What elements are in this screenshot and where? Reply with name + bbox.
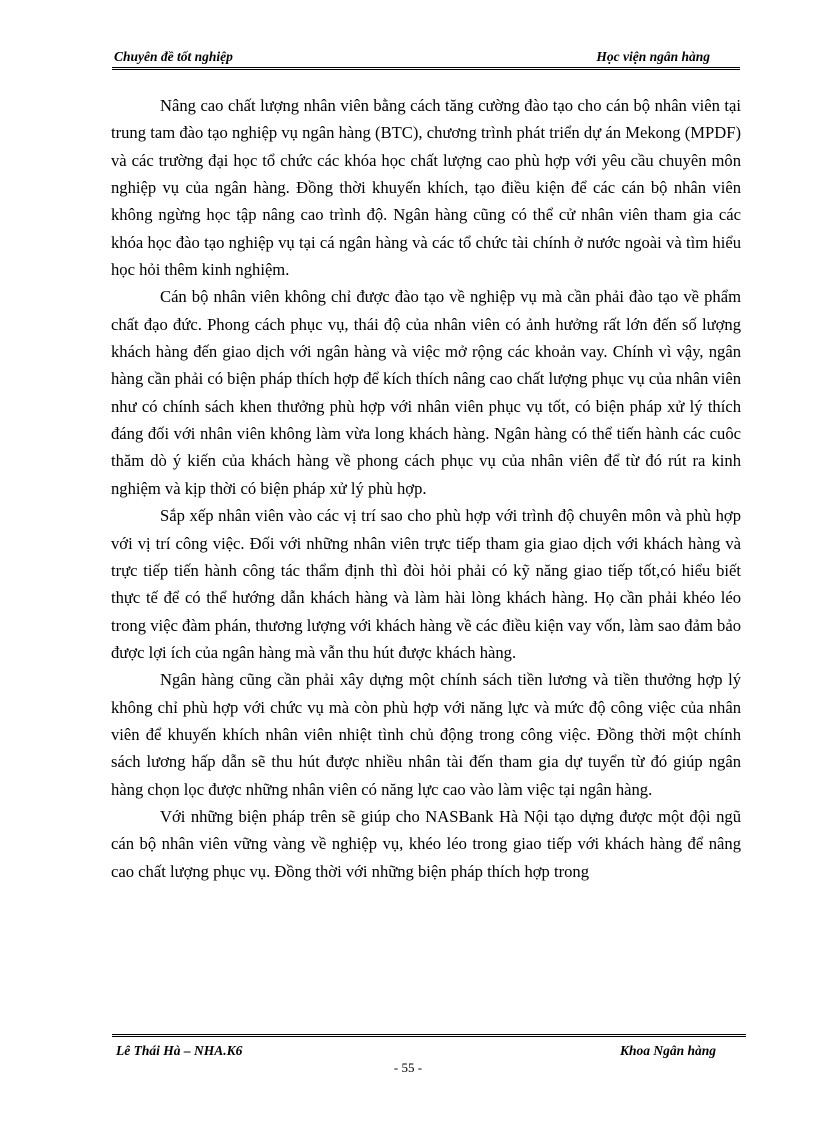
header-document-title: Chuyên đề tốt nghiệp [114,49,233,64]
paragraph-training: Nâng cao chất lượng nhân viên bằng cách tăng cường đào tạo cho cán bộ nhân viên tại trung tam đào tạo nghiệp vụ ngân hàng (BTC), chương trình phát triển dự án Mekong (MPDF) và các trường đại học tổ chức các khóa học chất lượng cao phù hợp với yêu cầu chuyên môn nghiệp vụ của ngân hàng. Đồng thời khuyến khích, tạo điều kiện để các cán bộ nhân viên không ngừng học tập nâng cao trình độ. Ngân hàng cũng có thể cử nhân viên tham gia các khóa học đào tạo nghiệp vụ tại cá ngân hàng và các tổ chức tài chính ở nước ngoài và tìm hiểu học hỏi thêm kinh nghiệm. [111,96,741,280]
footer-department: Khoa Ngân hàng [619,1043,716,1058]
paragraph-placement: Sắp xếp nhân viên vào các vị trí sao cho phù hợp với trình độ chuyên môn và phù hợp với vị trí công việc. Đối với những nhân viên trực tiếp tham gia giao dịch với khách hàng và trực tiếp tiến hành công tác thẩm định thì đòi hỏi phải có kỹ năng giao tiếp tốt,có hiểu biết thực tế để có thể hướng dẫn khách hàng và làm hài lòng khách hàng. Họ cần phải khéo léo trong việc đàm phán, thương lượng với khách hàng về các điều kiện vay vốn, làm sao đảm bảo được lợi ích của ngân hàng mà vẫn thu hút được khách hàng. [111,506,741,662]
paragraph-ethics: Cán bộ nhân viên không chỉ được đào tạo về nghiệp vụ mà cần phải đào tạo về phẩm chất đạo đức. Phong cách phục vụ, thái độ của nhân viên có ảnh hưởng rất lớn đến số lượng khách hàng đến giao dịch với ngân hàng và việc mở rộng các khoản vay. Chính vì vậy, ngân hàng cần phải có biện pháp thích hợp để kích thích nâng cao chất lượng phục vụ của nhân viên như có chính sách khen thưởng phù hợp với nhân viên phục vụ tốt, có biện pháp xử lý thích đáng đối với nhân viên không làm vừa long khách hàng. Ngân hàng có thể tiến hành các cuôc thăm dò ý kiến của khách hàng về phong cách phục vụ của nhân viên để từ đó rút ra kinh nghiệm và kịp thời có biện pháp xử lý phù hợp. [111,287,741,498]
paragraph-conclusion: Với những biện pháp trên sẽ giúp cho NASBank Hà Nội tạo dựng được một đội ngũ cán bộ nhân viên vững vàng về nghiệp vụ, khéo léo trong giao tiếp với khách hàng để nâng cao chất lượng phục vụ. Đồng thời với những biện pháp thích hợp trong [111,806,741,881]
paragraph-salary: Ngân hàng cũng cần phải xây dựng một chính sách tiền lương và tiền thưởng hợp lý không chỉ phù hợp với chức vụ mà còn phù hợp với năng lực và mức độ công việc của nhân viên để khuyến khích nhân viên nhiệt tình chủ động trong công việc. Đồng thời một chính sách lương hấp dẫn sẽ thu hút được nhiều nhân tài đến tham gia dự tuyển từ đó giúp ngân hàng chọn lọc được những nhân viên có năng lực cao vào làm việc tại ngân hàng. [111,670,741,799]
body-text [111,92,741,885]
header-institution: Học viện ngân hàng [596,49,710,64]
page-header [112,46,740,68]
footer-divider [112,1034,746,1037]
header-divider [112,67,740,70]
footer-author: Lê Thái Hà – NHA.K6 [116,1043,243,1058]
page-number: - 55 - [393,1060,423,1075]
